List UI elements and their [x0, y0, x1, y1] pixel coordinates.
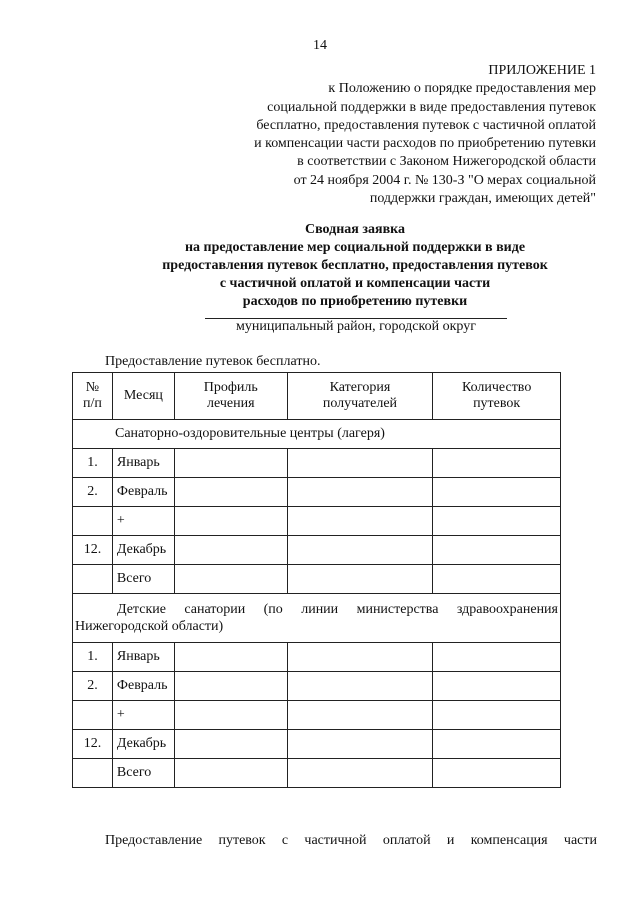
row-month: Декабрь: [112, 730, 174, 759]
title-line: на предоставление мер социальной поддержки в виде: [184, 240, 526, 255]
title-line: предоставления путевок бесплатно, предоставления путевок: [162, 258, 548, 273]
cell-category[interactable]: [287, 565, 433, 594]
header-quantity: [433, 373, 561, 420]
header-profile: [174, 373, 287, 420]
appendix-line: к Положению о порядке предоставления мер: [328, 81, 596, 97]
header-month: [112, 373, 174, 420]
header-category-text: Категория получателей: [322, 380, 398, 411]
cell-profile[interactable]: [174, 643, 287, 672]
cell-quantity[interactable]: [433, 449, 561, 478]
cell-profile[interactable]: [174, 759, 287, 788]
table-row: [73, 730, 561, 759]
cell-profile[interactable]: [174, 478, 287, 507]
cell-category[interactable]: [287, 701, 433, 730]
row-month: Февраль: [112, 478, 174, 507]
row-number: [73, 565, 113, 594]
row-month: Декабрь: [112, 536, 174, 565]
appendix-line: бесплатно, предоставления путевок с частичной оплатой: [256, 117, 596, 133]
title-line: Сводная заявка: [304, 222, 405, 237]
cell-profile[interactable]: [174, 701, 287, 730]
request-table: [72, 372, 561, 788]
title-line: расходов по приобретению путевки: [242, 294, 468, 309]
cell-quantity[interactable]: [433, 701, 561, 730]
bottom-paragraph: Предоставление путевок с частичной оплатой и компенсация части: [105, 833, 597, 848]
cell-category[interactable]: [287, 478, 433, 507]
appendix-line: социальной поддержки в виде предоставления путевок: [267, 99, 596, 115]
table-header-row: [73, 373, 561, 420]
row-number: [73, 701, 113, 730]
document-title: [0, 221, 640, 311]
row-number: 12.: [73, 536, 113, 565]
cell-profile[interactable]: [174, 672, 287, 701]
row-number: 12.: [73, 730, 113, 759]
cell-quantity[interactable]: [433, 643, 561, 672]
appendix-line: от 24 ноября 2004 г. № 130-З "О мерах социальной: [293, 172, 596, 188]
row-month: Февраль: [112, 672, 174, 701]
row-number: 2.: [73, 672, 113, 701]
cell-category[interactable]: [287, 643, 433, 672]
header-number-text: № п/п: [83, 380, 102, 411]
cell-quantity[interactable]: [433, 478, 561, 507]
cell-category[interactable]: [287, 507, 433, 536]
header-quantity-text: Количество путевок: [461, 380, 532, 411]
appendix-line: поддержки граждан, имеющих детей": [369, 191, 596, 207]
appendix-line: и компенсации части расходов по приобретению путевки: [254, 136, 596, 152]
group-row: [73, 594, 561, 643]
table-row: [73, 507, 561, 536]
cell-category[interactable]: [287, 672, 433, 701]
appendix-line: в соответствии с Законом Нижегородской области: [297, 154, 596, 170]
cell-profile[interactable]: [174, 449, 287, 478]
row-number: 2.: [73, 478, 113, 507]
cell-quantity[interactable]: [433, 759, 561, 788]
row-number: 1.: [73, 643, 113, 672]
row-month: +: [112, 701, 174, 730]
cell-category[interactable]: [287, 759, 433, 788]
row-month: Январь: [112, 449, 174, 478]
signature-caption: муниципальный район, городской округ: [236, 319, 476, 334]
cell-category[interactable]: [287, 536, 433, 565]
cell-category[interactable]: [287, 730, 433, 759]
group-label-sanatoriums: Детские санатории (по линии министерства здравоохранения Нижегородской области): [73, 594, 561, 643]
table-row: [73, 449, 561, 478]
row-month: Всего: [112, 759, 174, 788]
page-number: 14: [313, 38, 327, 53]
table-row: [73, 672, 561, 701]
header-month-text: Месяц: [123, 388, 163, 403]
row-month: +: [112, 507, 174, 536]
table-row: [73, 565, 561, 594]
cell-profile[interactable]: [174, 507, 287, 536]
table-row: [73, 536, 561, 565]
row-number: [73, 507, 113, 536]
cell-quantity[interactable]: [433, 730, 561, 759]
row-number: 1.: [73, 449, 113, 478]
table-row: [73, 643, 561, 672]
appendix-block: [176, 62, 596, 208]
header-number: [73, 373, 113, 420]
section-caption: Предоставление путевок бесплатно.: [105, 354, 321, 369]
header-category: [287, 373, 433, 420]
appendix-line: ПРИЛОЖЕНИЕ 1: [488, 63, 596, 78]
table-row: [73, 701, 561, 730]
cell-quantity[interactable]: [433, 672, 561, 701]
cell-quantity[interactable]: [433, 536, 561, 565]
cell-profile[interactable]: [174, 565, 287, 594]
table-row: [73, 759, 561, 788]
header-profile-text: Профиль лечения: [203, 380, 258, 411]
group-row: [73, 420, 561, 449]
cell-quantity[interactable]: [433, 565, 561, 594]
title-line: с частичной оплатой и компенсации части: [219, 276, 491, 291]
cell-profile[interactable]: [174, 536, 287, 565]
row-month: Январь: [112, 643, 174, 672]
cell-profile[interactable]: [174, 730, 287, 759]
row-number: [73, 759, 113, 788]
table-row: [73, 478, 561, 507]
cell-category[interactable]: [287, 449, 433, 478]
row-month: Всего: [112, 565, 174, 594]
cell-quantity[interactable]: [433, 507, 561, 536]
group-label-camps: Санаторно-оздоровительные центры (лагеря): [73, 420, 561, 449]
